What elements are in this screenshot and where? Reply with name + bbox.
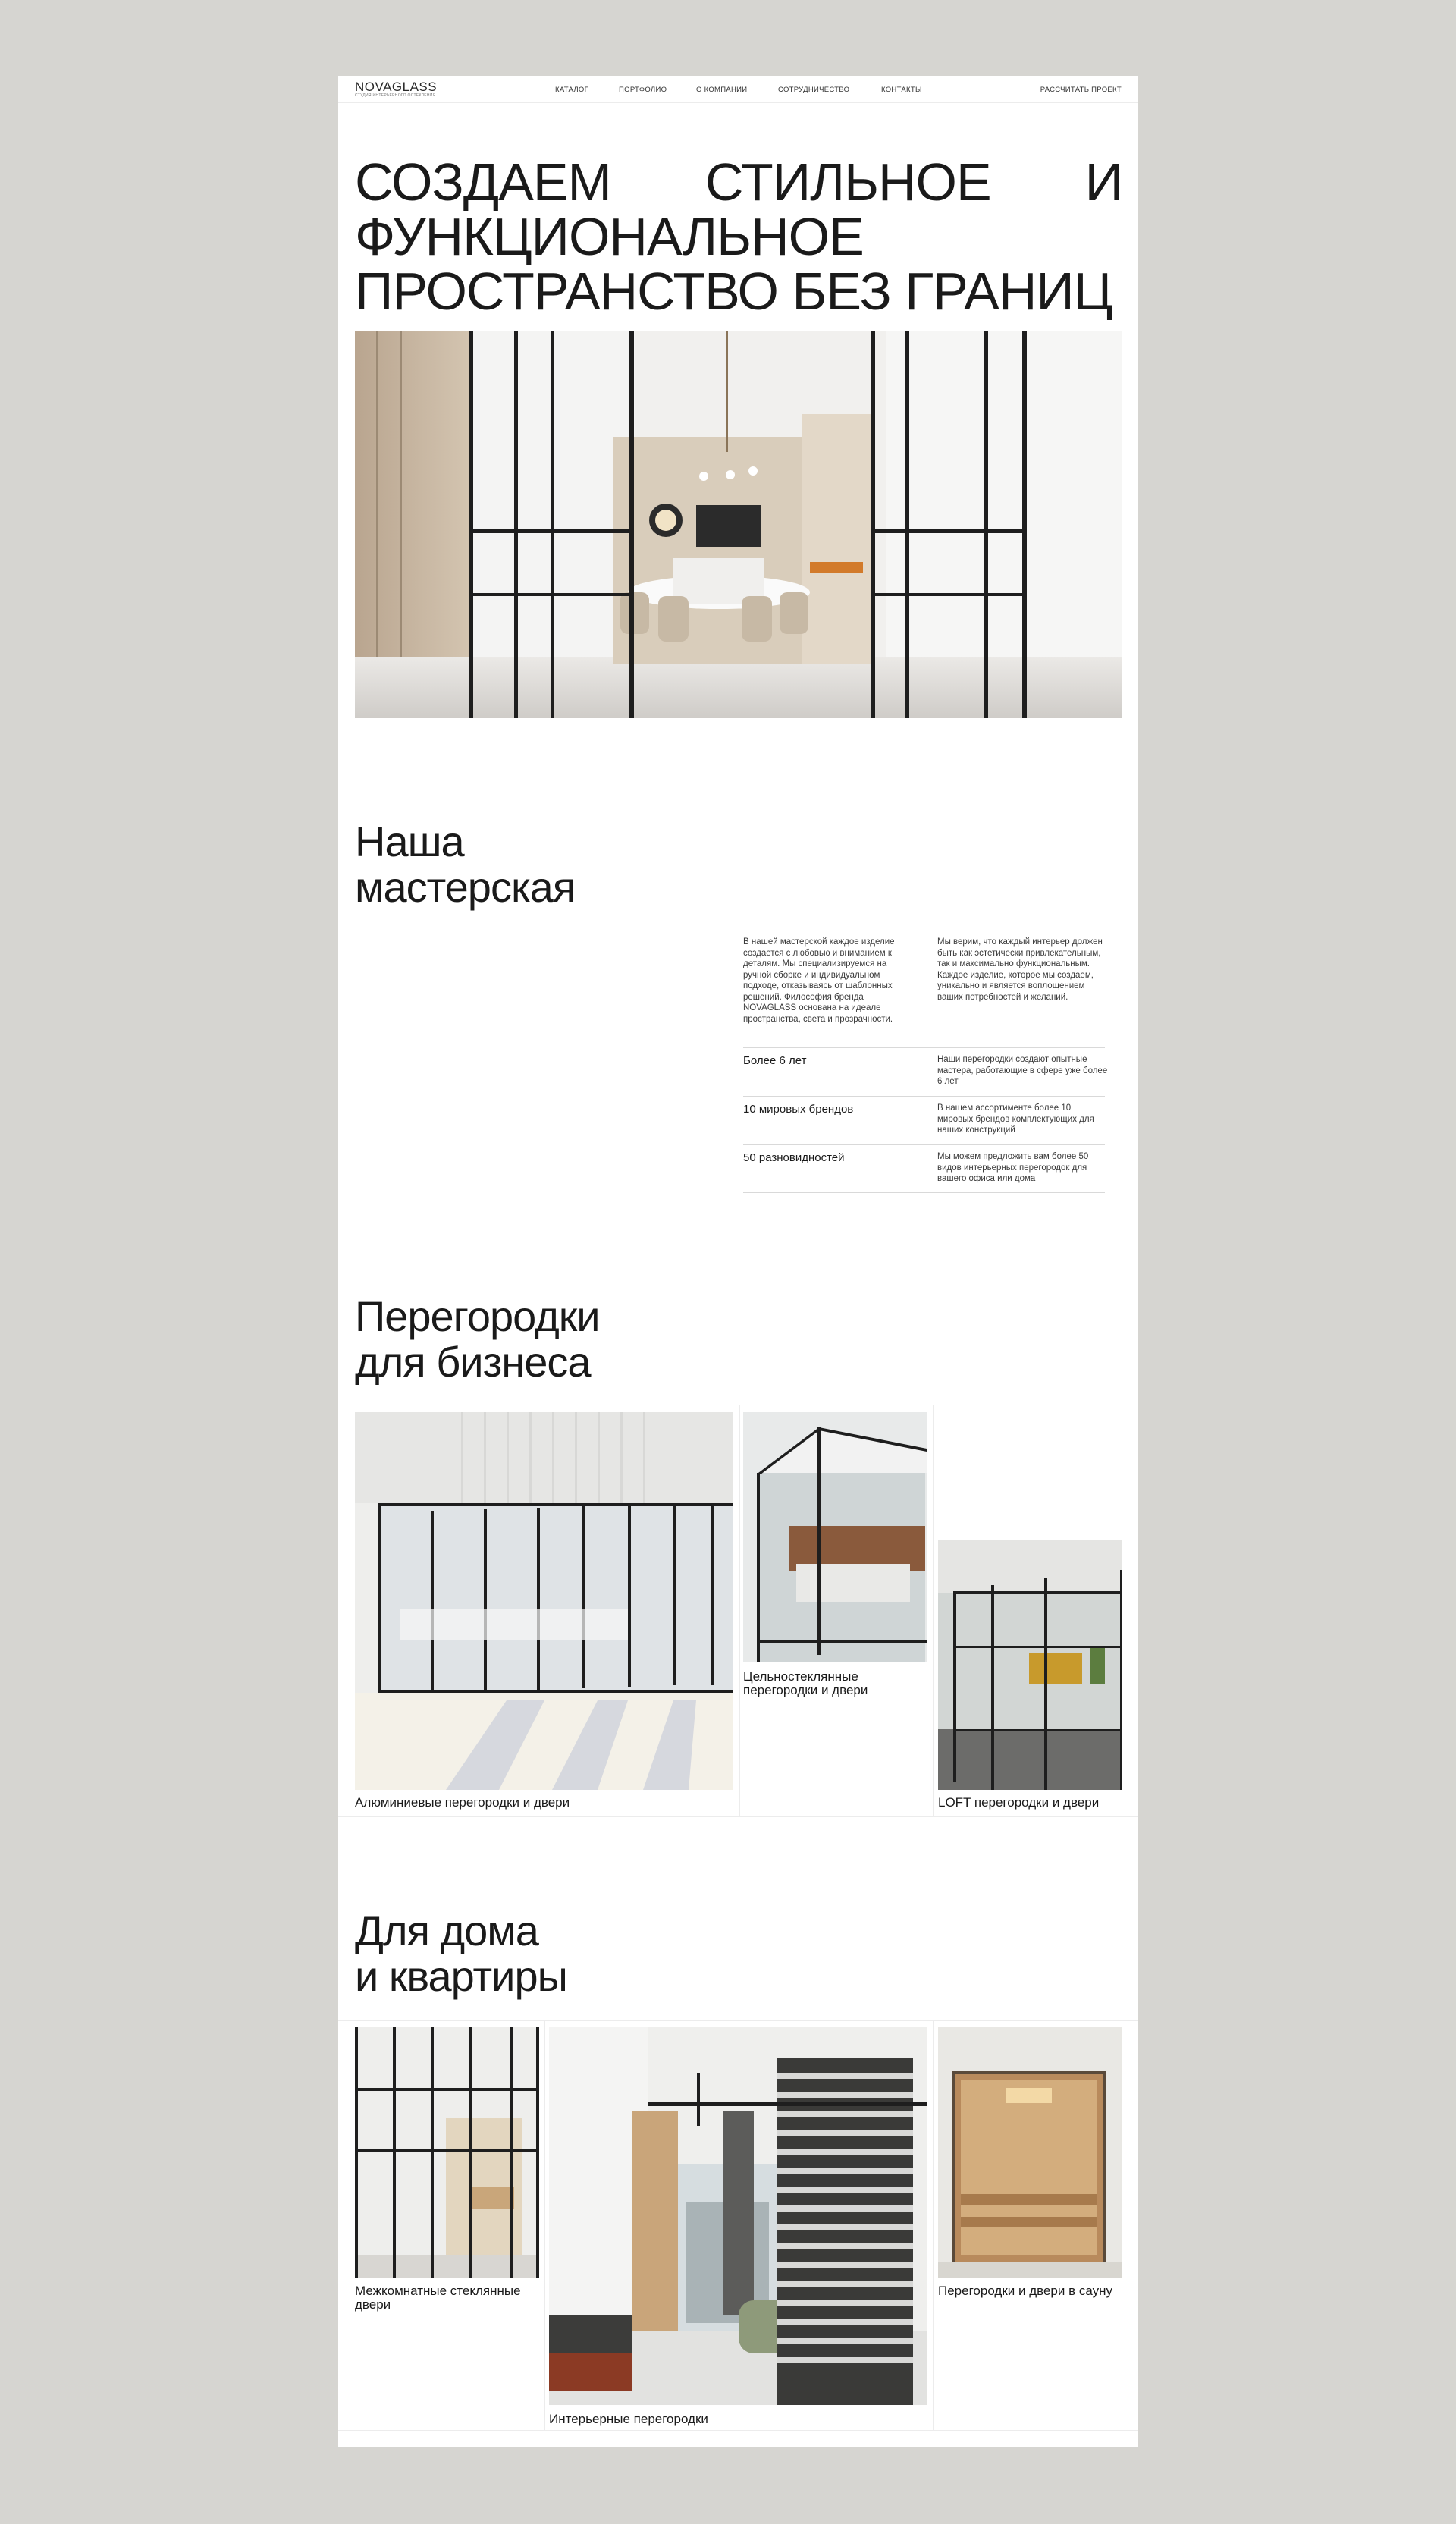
home-title-line2: и квартиры (355, 1952, 567, 2000)
business-title-line2: для бизнеса (355, 1338, 591, 1386)
interior-glass-doors-image[interactable] (355, 2027, 539, 2278)
stat-label: 10 мировых брендов (743, 1103, 854, 1116)
grid-divider (338, 2430, 1138, 2431)
nav-catalog[interactable]: КАТАЛОГ (555, 86, 589, 94)
sauna-partitions-caption[interactable]: Перегородки и двери в сауну (938, 2284, 1112, 2298)
workshop-title (355, 819, 575, 910)
business-title-line1: Перегородки (355, 1292, 600, 1340)
grid-divider (544, 2020, 545, 2430)
page (338, 76, 1138, 2447)
hero-image (355, 331, 1122, 718)
stat-label: 50 разновидностей (743, 1151, 845, 1164)
workshop-title-line2: мастерская (355, 863, 576, 911)
loft-partitions-caption[interactable]: LOFT перегородки и двери (938, 1795, 1100, 1810)
workshop-title-line1: Наша (355, 818, 464, 865)
sauna-partitions-image[interactable] (938, 2027, 1122, 2278)
workshop-paragraph-2: Мы верим, что каждый интерьер должен быть как эстетически привлекательным, так и максимально функциональным. Каждое изделие, которое мы создаем, уникально и является воплощением ваших потребностей и желаний. (937, 937, 1103, 1002)
stat-text: Наши перегородки создают опытные мастера, работающие в сфере уже более 6 лет (937, 1055, 1108, 1086)
workshop-paragraph-1: В нашей мастерской каждое изделие создается с любовью и вниманием к деталям. Мы специализируемся на ручной сборке и индивидуальном подходе, отказываясь от шаблонных решений. Философия бренда NOVAGLASS основана на идеале пространства, света и прозрачности. (743, 937, 895, 1024)
grid-divider (739, 1405, 740, 1816)
nav-about[interactable]: О КОМПАНИИ (696, 86, 748, 94)
loft-partitions-image[interactable] (938, 1540, 1122, 1790)
stat-text: Мы можем предложить вам более 50 видов интерьерных перегородок для вашего офиса или дома (937, 1152, 1089, 1183)
interior-glass-doors-caption[interactable]: Межкомнатные стеклянные двери (355, 2284, 521, 2312)
stat-row (743, 1096, 1105, 1144)
stat-label: Более 6 лет (743, 1054, 807, 1067)
logo-name: NOVAGLASS (355, 80, 438, 94)
aluminum-partitions-caption[interactable]: Алюминиевые перегородки и двери (355, 1795, 570, 1810)
logo[interactable] (355, 80, 437, 99)
home-title-line1: Для дома (355, 1907, 538, 1954)
stat-row (743, 1047, 1108, 1096)
frameless-glass-partitions-caption[interactable]: Цельностеклянные перегородки и двери (743, 1669, 868, 1697)
logo-subtitle: СТУДИЯ ИНТЕРЬЕРНОГО ОСТЕКЛЕНИЯ (355, 93, 436, 98)
frameless-glass-partitions-image[interactable] (743, 1412, 927, 1662)
aluminum-partitions-image[interactable] (355, 1412, 733, 1790)
home-title (355, 1908, 567, 1999)
stat-row (743, 1144, 1105, 1193)
nav-cooperation[interactable]: СОТРУДНИЧЕСТВО (778, 86, 850, 94)
business-title (355, 1294, 600, 1385)
grid-divider (933, 1405, 934, 1816)
stat-text: В нашем ассортименте более 10 мировых брендов комплектующих для наших конструкций (937, 1103, 1094, 1135)
interior-partitions-image[interactable] (549, 2027, 927, 2405)
grid-divider (338, 1816, 1138, 1817)
site-header (338, 76, 1138, 103)
grid-divider (933, 2020, 934, 2430)
interior-partitions-caption[interactable]: Интерьерные перегородки (549, 2412, 708, 2426)
calculate-project-button[interactable]: РАССЧИТАТЬ ПРОЕКТ (1040, 86, 1122, 94)
nav-portfolio[interactable]: ПОРТФОЛИО (619, 86, 667, 94)
nav-contacts[interactable]: КОНТАКТЫ (881, 86, 922, 94)
hero-title: СОЗДАЕМ СТИЛЬНОЕ И ФУНКЦИОНАЛЬНОЕ ПРОСТРАНСТВО БЕЗ ГРАНИЦ (355, 152, 1122, 321)
grid-divider (338, 2020, 1138, 2021)
